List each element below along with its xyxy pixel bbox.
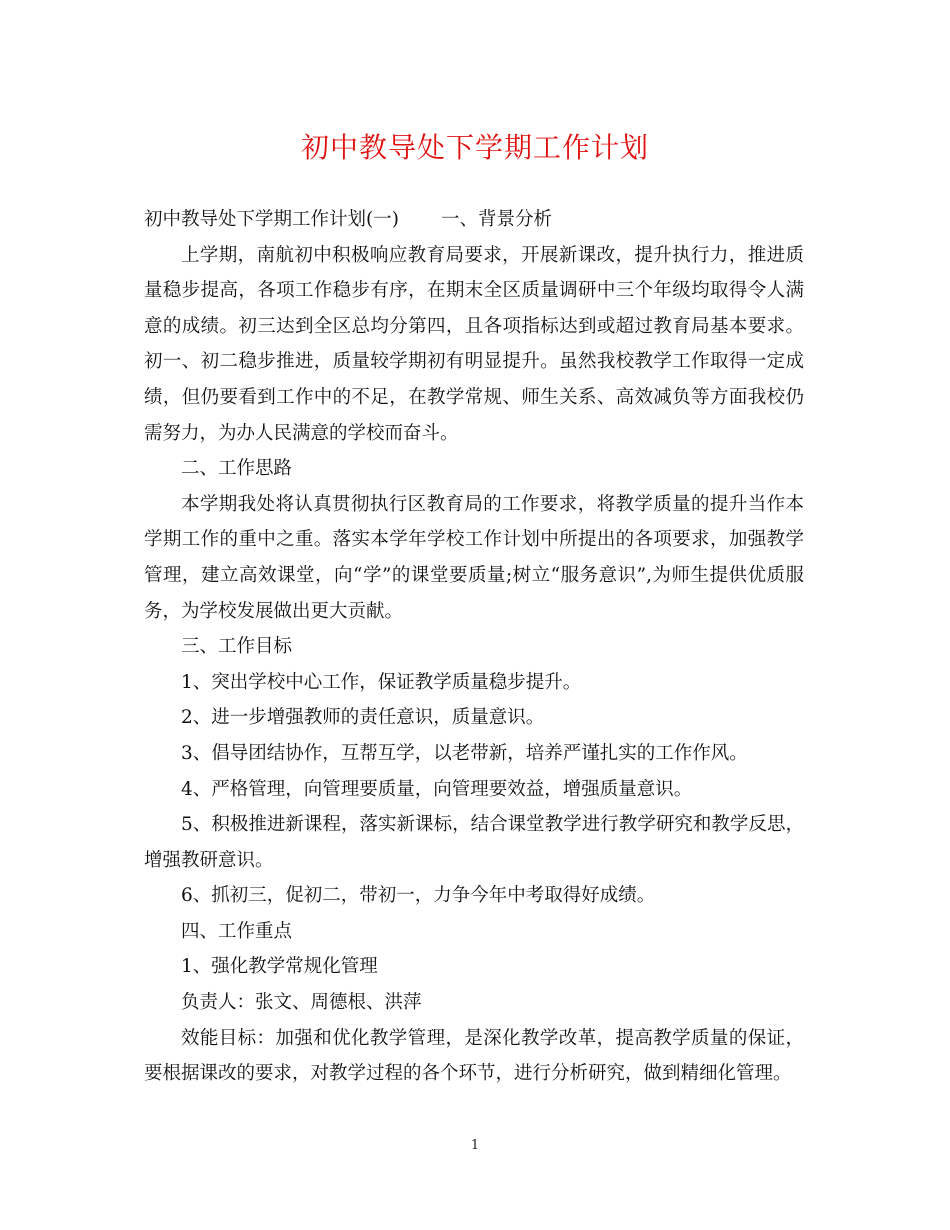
- page-number: 1: [470, 1138, 480, 1153]
- efficiency-goal-paragraph: 效能目标：加强和优化教学管理，是深化教学改革，提高教学质量的保证，要根据课改的要求，对教学过程的各个环节，进行分析研究，做到精细化管理。: [144, 1027, 804, 1085]
- section-heading-priorities: 四、工作重点: [181, 920, 293, 942]
- goal-item-1: 1、突出学校中心工作，保证教学质量稳步提升。: [181, 671, 582, 693]
- section-heading-background: 一、背景分析: [440, 209, 552, 230]
- document-title: 初中教导处下学期工作计划: [300, 131, 649, 164]
- goal-item-2: 2、进一步增强教师的责任意识，质量意识。: [181, 707, 545, 729]
- section-heading-approach: 二、工作思路: [181, 458, 293, 480]
- goal-item-5: 5、积极推进新课程，落实新课标，结合课堂教学进行教学研究和教学反思，增强教研意识。: [144, 814, 804, 871]
- paragraph-approach: 本学期我处将认真贯彻执行区教育局的工作要求，将教学质量的提升当作本学期工作的重中之重。落实本学年学校工作计划中所提出的各项要求，加强教学管理，建立高效课堂，向“学”的课堂要质量;树立“服务意识”,为师生提供优质服务，为学校发展做出更大贡献。: [144, 493, 804, 622]
- responsible-persons: 负责人：张文、周德根、洪萍: [181, 992, 422, 1014]
- priority-item-1: 1、强化教学常规化管理: [181, 956, 378, 978]
- section-heading-goals: 三、工作目标: [181, 636, 293, 658]
- paragraph-background: 上学期，南航初中积极响应教育局要求，开展新课改，提升执行力，推进质量稳步提高，各项工作稳步有序，在期末全区质量调研中三个年级均取得令人满意的成绩。初三达到全区总均分第四，且各项指标达到或超过教育局基本要求。初一、初二稳步推进，质量较学期初有明显提升。虽然我校教学工作取得一定成绩，但仍要看到工作中的不足，在教学常规、师生关系、高效减负等方面我校仍需努力，为办人民满意的学校而奋斗。: [144, 244, 804, 444]
- document-first-line: [144, 202, 804, 238]
- goal-item-6: 6、抓初三，促初二，带初一，力争今年中考取得好成绩。: [181, 885, 656, 907]
- goal-item-3: 3、倡导团结协作，互帮互学，以老带新，培养严谨扎实的工作作风。: [181, 742, 748, 764]
- document-body: [144, 202, 804, 1092]
- plan-heading: 初中教导处下学期工作计划(一): [144, 209, 399, 230]
- goal-item-4: 4、严格管理，向管理要质量，向管理要效益，增强质量意识。: [181, 778, 693, 800]
